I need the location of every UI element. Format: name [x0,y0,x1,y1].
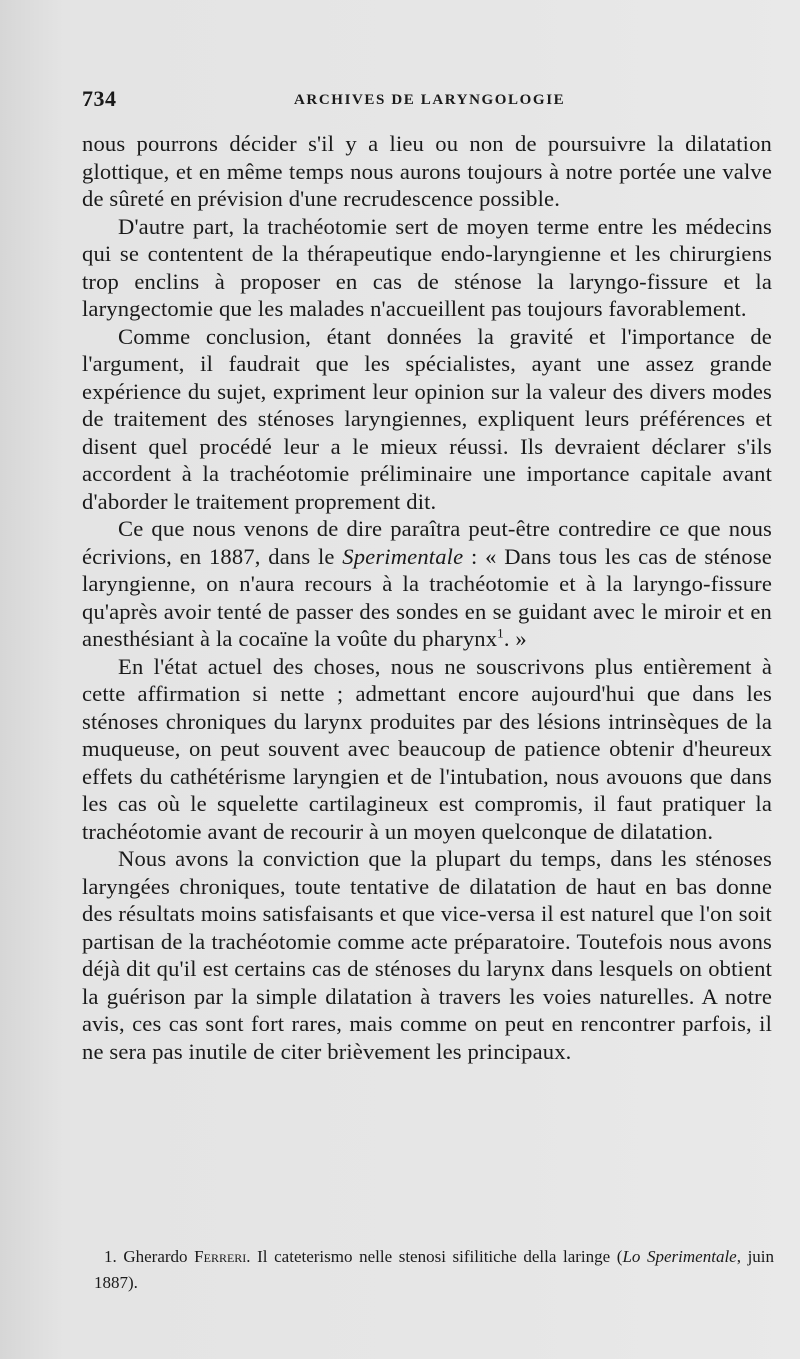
paragraph-2: D'autre part, la trachéotomie sert de moyen terme entre les médecins qui se contentent de la thérapeutique endo-laryngienne et les chirurgiens trop enclins à proposer en cas de sténose la laryngo-fissure et la laryngectomie que les malades n'accueillent pas toujours favorablement. [82,213,772,321]
paragraph-4-quote: : « Dans tous les cas de sténose laryngienne, on n'aura recours à la trachéotomie et à la laryngo-fissure qu'après avoir tenté de passer des sondes en se guidant avec le miroir et en anesthésiant à la cocaïne la voûte du pharynx [82,543,772,651]
paragraph-4-end: . » [503,626,527,651]
footnote-title: . Il cateterismo nelle stenosi sifilitiche della laringe ( [246,1247,623,1266]
paragraph-1: nous pourrons décider s'il y a lieu ou non de poursuivre la dilatation glottique, et en même temps nous aurons toujours à notre portée une valve de sûreté en prévision d'une recrudescence possible. [82,131,772,211]
body-text [82,130,772,1065]
footnote-text [94,1244,774,1296]
footnote-date: , juin 1887). [94,1247,775,1292]
footnote-reference: 1 [497,625,504,641]
footnote-author-first: Gherardo [123,1247,188,1266]
footnote-number: 1. [104,1247,117,1266]
footnote-journal: Lo Sperimentale [622,1247,737,1266]
paragraph-3: Comme conclusion, étant données la gravité et l'importance de l'argument, il faudrait que les spécialistes, ayant une assez grande expérience du sujet, expriment leur opinion sur la valeur des divers modes de traitement des sténoses laryngiennes, expliquent leurs préférences et disent quel procédé leur a le mieux réussi. Ils devraient déclarer s'ils accordent à la trachéotomie préliminaire une importance capitale avant d'aborder le traitement proprement dit. [82,323,772,514]
paragraph-4-text: Ce que nous venons de dire paraîtra peut-être contredire ce que nous écrivions, en 1887, dans le [82,516,772,569]
footnote [94,1244,774,1296]
paragraph-6: Nous avons la conviction que la plupart du temps, dans les sténoses laryngées chroniques, toute tentative de dilatation de haut en bas donne des résultats moins satisfaisants et que vice-versa il est naturel que l'on soit partisan de la trachéotomie comme acte préparatoire. Toutefois nous avons déjà dit qu'il est certains cas de sténoses du larynx dans lesquels on obtient la guérison par la simple dilatation à travers les voies naturelles. A notre avis, ces cas sont fort rares, mais comme on peut en rencontrer parfois, il ne sera pas inutile de citer brièvement les principaux. [82,846,772,1064]
paragraph-5: En l'état actuel des choses, nous ne souscrivons plus entièrement à cette affirmation si nette ; admettant encore aujourd'hui que dans les sténoses chroniques du larynx produites par des lésions intrinsèques de la muqueuse, on peut souvent avec beaucoup de patience obtenir d'heureux effets du cathétérisme laryngien et de l'intubation, nous avouons que dans les cas où le squelette cartilagineux est compromis, il faut pratiquer la trachéotomie avant de recourir à un moyen quelconque de dilatation. [82,653,772,844]
running-title: ARCHIVES DE LARYNGOLOGIE [294,92,566,108]
page-number: 734 [82,86,117,111]
footnote-author-last: Ferreri [194,1247,247,1266]
paragraph-4 [82,515,772,653]
page-header [82,86,772,116]
journal-title: Sperimentale [342,543,464,569]
